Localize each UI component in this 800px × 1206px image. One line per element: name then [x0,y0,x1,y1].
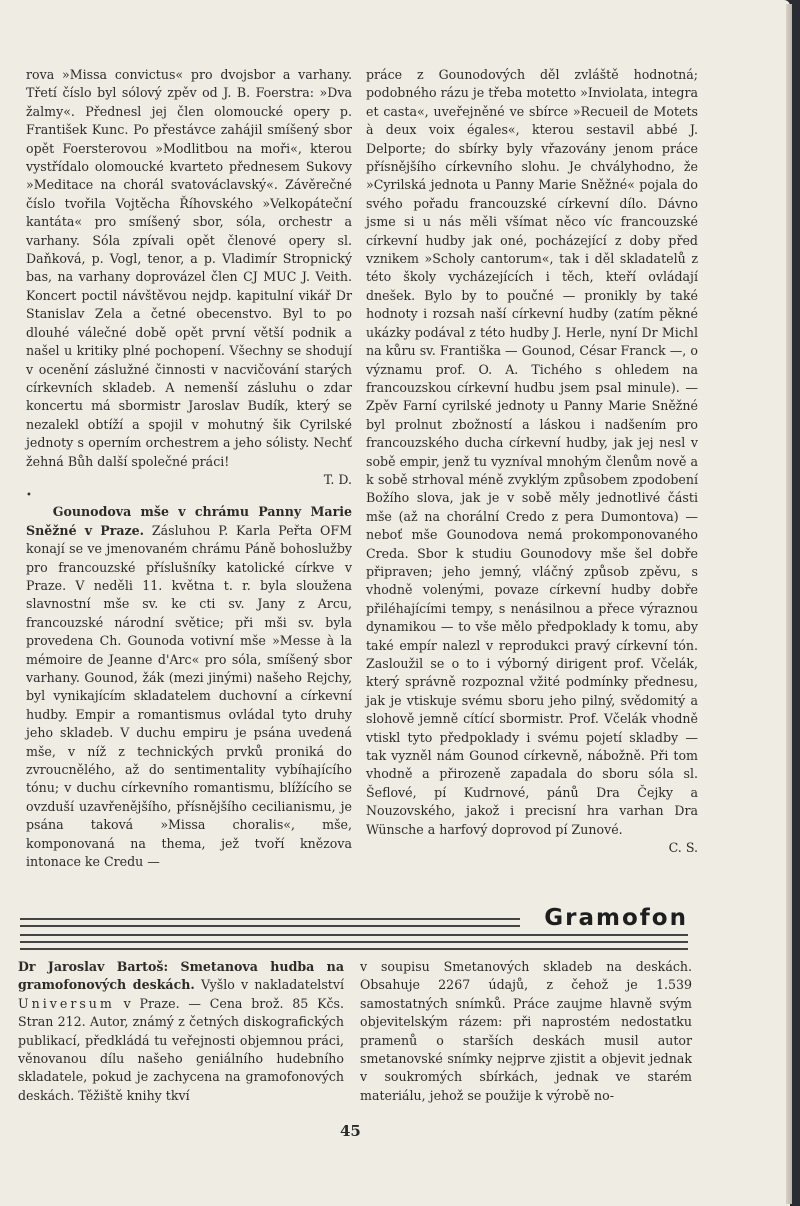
book-review-title: Dr Jaroslav Bartoš: Smetanova hudba na gramofonových deskách. [18,959,344,993]
gounod-article [26,503,352,871]
book-review-continued: v soupisu Smetanových skladeb na deskách. Obsahuje 2267 údajů, z čehož je 1.539 samostatných snímků. Práce zaujme hlavně svým objevitelským rázem: při naprostém nedostatku pramenů o starších deskách musil autor smetanovské snímky nejprve zjistit a objevit jednak v soukromých sbírkách, jednak ve starém materiálu, jehož se použije k výrobě no- [360,959,692,1103]
page-edge-shadow [786,4,792,1204]
gounod-article-signature: C. S. [668,840,698,856]
article-separator: • [26,490,32,502]
section-title: Gramofon [544,905,688,931]
gounod-article-title: Gounodova mše v chrámu Panny Marie Sněžné v Praze. [26,504,352,538]
gounod-article-body: Zásluhou P. Karla Peřta OFM konají se ve jmenovaném chrámu Páně bohoslužby pro francouzské příslušníky katolické církve v Praze. V neděli 11. května t. r. byla sloužena slavnostní mše sv. ke cti sv. Jany z Arcu, francouzské národní světice; při mši sv. byla provedena Ch. Gounoda votivní mše »Messe à la mémoire de Jeanne d'Arc« pro sóla, smíšený sbor varhany. Gounod, žák (mezi jinými) našeho Rejchy, byl vynikajícím skladatelem duchovní a církevní hudby. Empir a romantismus ovládal tyto druhy jeho skladeb. V duchu empiru je psána uvedená mše, v níž z technických prvků proniká do zvroucnělého, až do sentimentality vybíhajícího tónu; v duchu církevního romantismu, blížícího se ovzduší uzavřenějšího, přísnějšího cecilianismu, je psána taková »Missa choralis«, mše, komponovaná na thema, jež tvoří knězova intonace ke Credu — [26,522,352,870]
book-review-body: v Praze. — Cena brož. 85 Kčs. Stran 212. Autor, známý z četných diskografických publikací, předkládá tu veřejnosti objemnou práci, věnovanou dílu našeho geniálního hudebního skladatele, pokud je zachycena na gramofonových deskách. Těžiště knihy tkví [18,995,344,1103]
left-column [26,66,352,871]
book-review-publisher: Universum [18,995,115,1011]
concert-report-text: rova »Missa convictus« pro dvojsbor a varhany. Třetí číslo byl sólový zpěv od J. B. Foerstra: »Dva žalmy«. Přednesl jej člen olomoucké opery p. František Kunc. Po přestávce zahájil smíšený sbor opět Foersterovou »Modlitbou na moři«, kterou vystřídalo olomoucké kvarteto přednesem Sukovy »Meditace na chorál svatováclavský«. Závěrečné číslo tvořila Vojtěcha Říhovského »Velkopáteční kantáta« pro smíšený sbor, sóla, orchestr a varhany. Sóla zpívali opět členové opery sl. Daňková, p. Vogl, tenor, a p. Vladimír Stropnický bas, na varhany doprovázel člen CJ MUC J. Veith. Koncert poctil návštěvou nejdp. kapitulní vikář Dr Stanislav Zela a četné obecenstvo. Byl to po dlouhé válečné době opět první větší podnik a našel u kritiky plné pochopení. Všechny se shodují v ocenění záslužné činnosti v nacvičování starých církevních skladeb. A nemenší zásluhu o zdar koncertu má sbormistr Jaroslav Budík, který se nezalekl obtíží a spojil v mohutný šik Cyrilské jednoty s operním orchestrem a jeho sólisty. Nechť žehná Bůh další společné práci! [26,67,352,469]
page-number: 45 [340,1122,361,1140]
concert-report-signature: T. D. [323,471,352,487]
right-column [366,66,698,857]
section-header-gramofon [18,904,688,952]
book-review-publisher-prefix: Vyšlo v nakladatelství [194,977,344,993]
book-review [18,958,344,1105]
gounod-article-continued: práce z Gounodových děl zvláště hodnotná; podobného rázu je třeba motetto »Inviolata, integra et casta«, uveřejněné ve sbírce »Recueil de Motets à deux voix égales«, kterou sestavil abbé J. Delporte; do sbírky byly vřazovány jenom práce přísnějšího církevního slohu. Je chvályhodno, že »Cyrilská jednota u Panny Marie Sněžné« pojala do svého pořadu francouzské církevní dílo. Dávno jsme si u nás měli všímat něco víc francouzské církevní hudby jak oné, pocházející z doby před vznikem »Scholy cantorum«, tak i děl skladatelů z této školy vycházejících i těch, kteří ovládají dnešek. Bylo by to poučné — pronikly by také hodnoty i rozsah naší církevní hudby (zatím pěkné ukázky podával z této hudby J. Herle, nyní Dr Michl na kůru sv. Františka — Gounod, César Franck —, o významu prof. O. A. Tichého s ohledem na francouzskou církevní hudbu jsem psal minule). — Zpěv Farní cyrilské jednoty u Panny Marie Sněžné byl prolnut zbožností a láskou i nadšením pro francouzského ducha církevní hudby, jak jej nesl v sobě empir, jenž tu vyzníval mnohým členům nově a k sobě strhoval méně zvyklým způsobem zpodobení Božího slova, jak je v sobě měly jednotlivé části mše (až na chorální Credo z pera Dumontova) — neboť mše Gounodova nemá prokomponovaného Creda. Sbor k studiu Gounodovy mše šel dobře připraven; jeho jemný, vláčný způsob zpěvu, s vhodně volenými, povaze církevní hudby dobře přiléhajícími tempy, s nenásilnou a přece výraznou dynamikou — to vše mělo předpoklady k tomu, aby také empír nalezl v reprodukci pravý církevní tón. Zasloužil se o to i výborný dirigent prof. Včelák, který správně rozpoznal vžité podmínky přednesu, jak je vtiskuje svému sboru jeho pilný, svědomitý a slohově jemně cítící sbormistr. Prof. Včelák vhodně vtiskl tyto předpoklady i svému pojetí skladby — tak vyzněl nám Gounod církevně, nábožně. Při tom vhodně a přirozeně zapadala do sboru sóla sl. Šeflové, pí Kudrnové, pánů Dra Čejky a Nouzovského, jakož i precisní hra varhan Dra Wünsche a harfový doprovod pí Zunové. [366,67,698,837]
review-left-column [18,958,344,1105]
review-right-column [360,958,692,1105]
